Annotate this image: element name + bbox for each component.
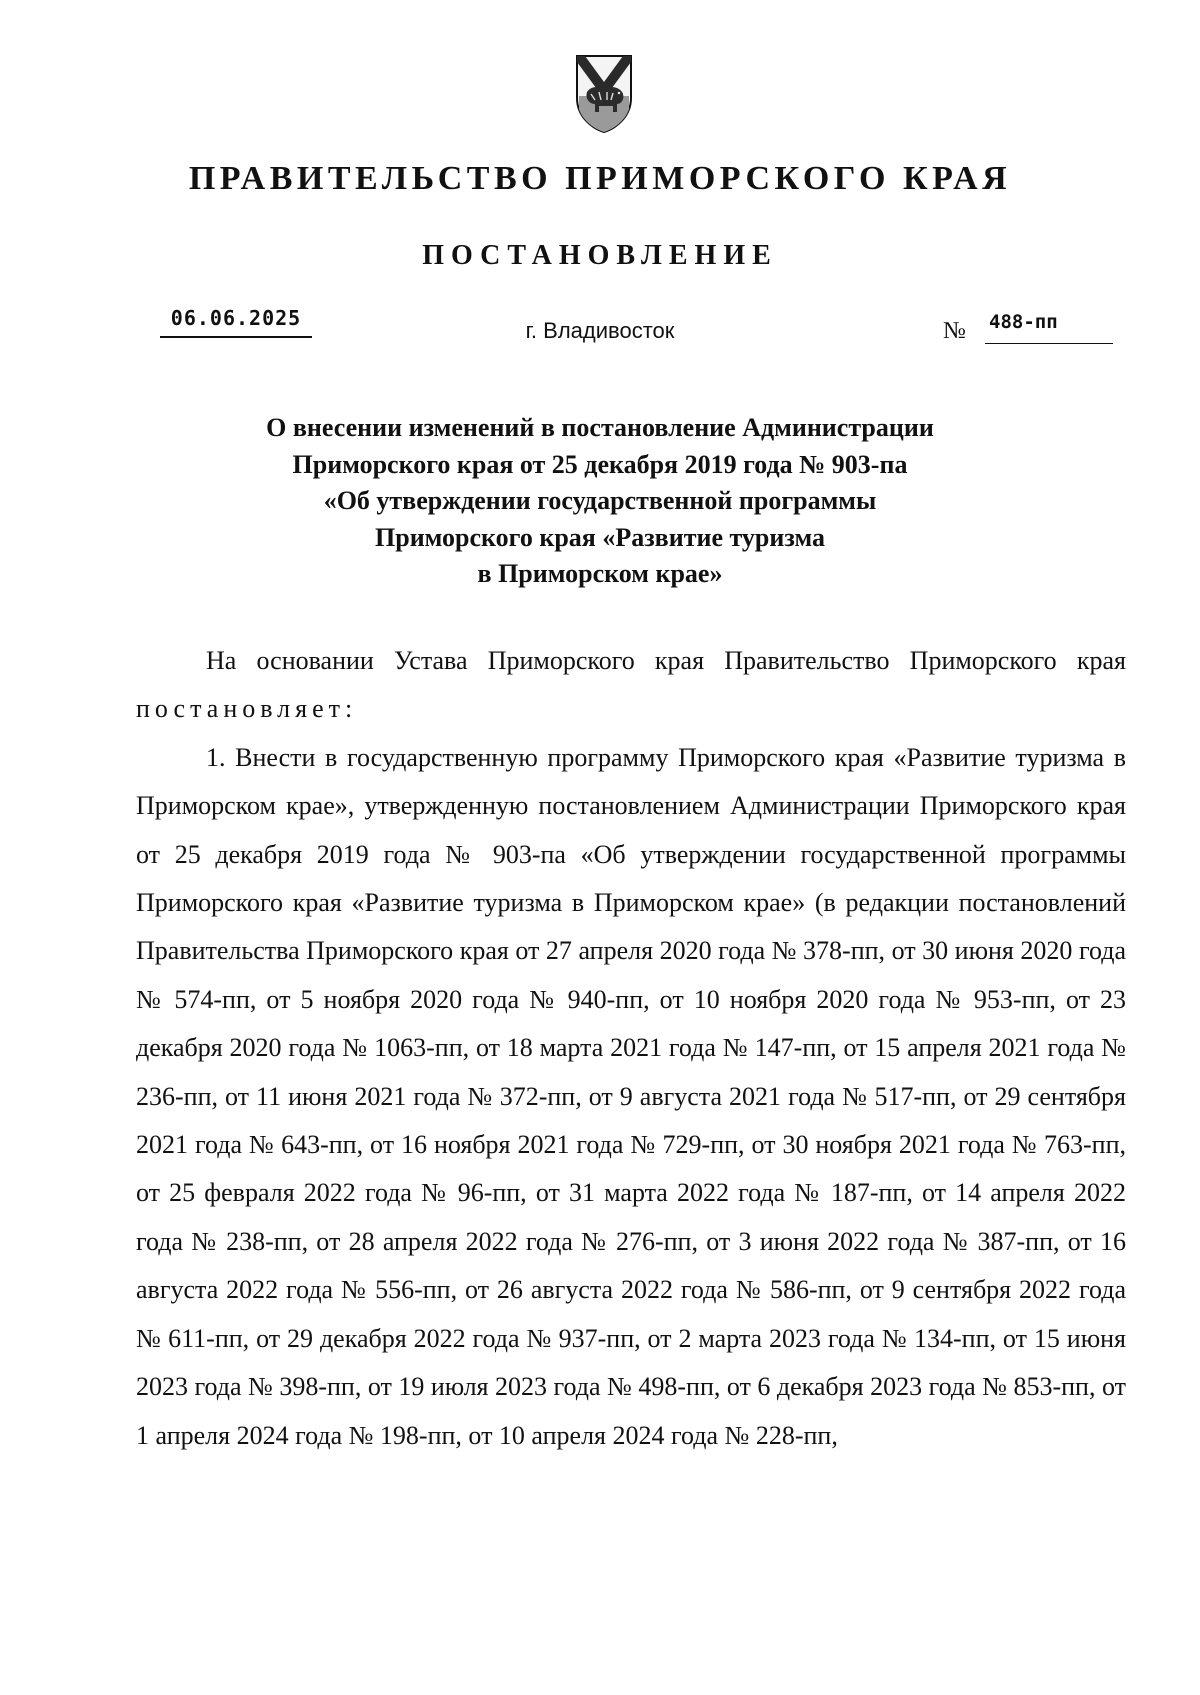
number-sign: № <box>943 318 966 344</box>
subject-line: О внесении изменений в постановление Администрации <box>266 413 934 442</box>
subject-line: Приморского края «Развитие туризма <box>375 522 825 552</box>
preamble-text: На основании Устава Приморского края Правительство Приморского края <box>206 646 1126 675</box>
document-type: ПОСТАНОВЛЕНИЕ <box>422 240 778 271</box>
document-subject <box>200 410 1000 593</box>
document-date: 06.06.2025 <box>160 306 312 338</box>
number-value: 488-пп <box>989 311 1058 333</box>
org-title: ПРАВИТЕЛЬСТВО ПРИМОРСКОГО КРАЯ <box>188 160 1012 197</box>
subject-line: в Приморском крае» <box>477 559 723 588</box>
preamble-paragraph <box>136 637 1126 734</box>
number-underline <box>985 343 1113 344</box>
resolves-word: постановляет: <box>136 694 358 724</box>
primorsky-coat-of-arms-icon <box>573 52 635 134</box>
document-city: г. Владивосток <box>525 318 675 343</box>
item-1-paragraph: 1. Внести в государственную программу Приморского края «Развитие туризма в Приморском крае», утвержденную постановлением Администрации Приморского края от 25 декабря 2019 года № 903-па «Об утверждении государственной программы Приморского края «Развитие туризма в Приморском крае» (в редакции постановлений Правительства Приморского края от 27 апреля 2020 года № 378-пп, от 30 июня 2020 года № 574-пп, от 5 ноября 2020 года № 940-пп, от 10 ноября 2020 года № 953-пп, от 23 декабря 2020 года № 1063-пп, от 18 марта 2021 года № 147-пп, от 15 апреля 2021 года № 236-пп, от 11 июня 2021 года № 372-пп, от 9 августа 2021 года № 517-пп, от 29 сентября 2021 года № 643-пп, от 16 ноября 2021 года № 729-пп, от 30 ноября 2021 года № 763-пп, от 25 февраля 2022 года № 96-пп, от 31 марта 2022 года № 187-пп, от 14 апреля 2022 года № 238-пп, от 28 апреля 2022 года № 276-пп, от 3 июня 2022 года № 387-пп, от 16 августа 2022 года № 556-пп, от 26 августа 2022 года № 586-пп, от 9 сентября 2022 года № 611-пп, от 29 декабря 2022 года № 937-пп, от 2 марта 2023 года № 134-пп, от 15 июня 2023 года № 398-пп, от 19 июля 2023 года № 498-пп, от 6 декабря 2023 года № 853-пп, от 1 апреля 2024 года № 198-пп, от 10 апреля 2024 года № 228-пп, <box>136 742 1126 1450</box>
document-number <box>943 311 1113 343</box>
subject-line: «Об утверждении государственной программы <box>323 486 877 515</box>
subject-line: Приморского края от 25 декабря 2019 года № 903-па <box>292 449 908 479</box>
document-body <box>136 637 1126 1460</box>
